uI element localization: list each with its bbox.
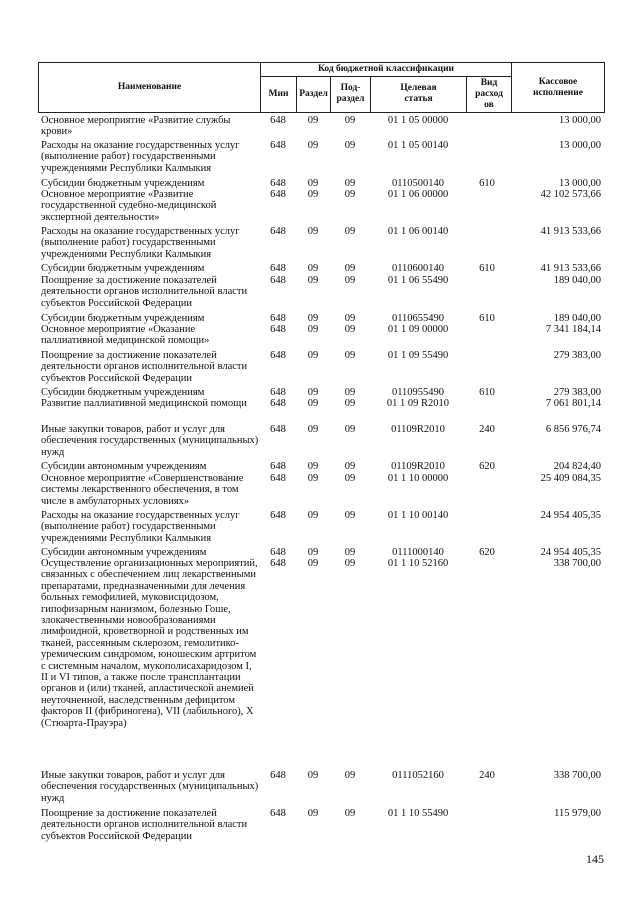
cell-min: 648 [270, 313, 286, 324]
cell-stat: 0111052160 [392, 770, 444, 781]
cell-podr: 09 [344, 473, 356, 484]
cell-sum: 189 040,00 [553, 313, 601, 324]
cell-min: 648 [270, 178, 286, 189]
cell-sum: 7 341 184,14 [545, 324, 601, 335]
cell-name: Расходы на оказание государственных услуг (выполнение работ) государственными учреждениями Республики Калмыкия [41, 510, 240, 544]
cell-razdel: 09 [307, 350, 319, 361]
header-min: Мин [260, 76, 296, 112]
cell-sum: 41 913 533,66 [540, 263, 601, 274]
cell-name: Основное мероприятие «Развитие государственной судебно-медицинской экспертной деятельности» [41, 189, 217, 223]
cell-stat: 01 1 10 00000 [387, 473, 449, 484]
cell-vid: 620 [479, 461, 495, 472]
cell-razdel: 09 [307, 808, 319, 819]
cell-min: 648 [270, 473, 286, 484]
cell-stat: 01 1 09 00000 [387, 324, 449, 335]
cell-razdel: 09 [307, 424, 319, 435]
header-name: Наименование [117, 82, 182, 92]
cell-podr: 09 [344, 547, 356, 558]
cell-podr: 09 [344, 424, 356, 435]
cell-name: Иные закупки товаров, работ и услуг для обеспечения государственных (муниципальных) нужд [41, 424, 259, 458]
cell-podr: 09 [344, 461, 356, 472]
cell-razdel: 09 [307, 313, 319, 324]
cell-podr: 09 [344, 350, 356, 361]
cell-podr: 09 [344, 398, 356, 409]
cell-sum: 6 856 976,74 [545, 424, 601, 435]
cell-podr: 09 [344, 324, 356, 335]
cell-name: Поощрение за достижение показателей деятельности органов исполнительной власти субъектов Российской Федерации [41, 350, 248, 384]
cell-name: Субсидии бюджетным учреждениям [41, 263, 205, 274]
table-header [38, 62, 605, 113]
cell-min: 648 [270, 461, 286, 472]
cell-min: 648 [270, 558, 286, 569]
cell-name: Поощрение за достижение показателей деятельности органов исполнительной власти субъектов Российской Федерации [41, 808, 248, 842]
cell-podr: 09 [344, 226, 356, 237]
cell-min: 648 [270, 275, 286, 286]
header-podrazdel: Под-раздел [330, 76, 370, 112]
cell-stat: 01 1 05 00000 [387, 115, 449, 126]
cell-stat: 0110500140 [391, 178, 445, 189]
cell-vid: 240 [479, 424, 495, 435]
cell-sum: 41 913 533,66 [540, 226, 601, 237]
cell-name: Расходы на оказание государственных услуг (выполнение работ) государственными учреждениями Республики Калмыкия [41, 140, 240, 174]
cell-podr: 09 [344, 313, 356, 324]
cell-razdel: 09 [307, 226, 319, 237]
cell-name: Субсидии автономным учреждениям [41, 547, 207, 558]
header-stat: Целевая статья [370, 76, 466, 112]
cell-name: Развитие паллиативной медицинской помощи [41, 398, 247, 409]
cell-razdel: 09 [307, 558, 319, 569]
cell-sum: 24 954 405,35 [540, 547, 601, 558]
cell-stat: 01109R2010 [391, 424, 445, 435]
cell-razdel: 09 [307, 387, 319, 398]
page-number: 145 [586, 852, 604, 866]
cell-razdel: 09 [307, 510, 319, 521]
cell-stat: 01 1 06 00140 [387, 226, 449, 237]
cell-min: 648 [270, 115, 286, 126]
cell-min: 648 [270, 350, 286, 361]
cell-razdel: 09 [307, 461, 319, 472]
cell-stat: 01109R2010 [391, 461, 445, 472]
header-sum: Кассовое исполнение [511, 63, 604, 112]
cell-name: Основное мероприятие «Совершенствование системы лекарственного обеспечения, в том числе в амбулаторных условиях» [41, 473, 244, 507]
cell-sum: 13 000,00 [559, 115, 601, 126]
cell-name: Основное мероприятие «Развитие службы крови» [41, 115, 231, 138]
cell-name: Иные закупки товаров, работ и услуг для обеспечения государственных (муниципальных) нужд [41, 770, 259, 804]
cell-name: Поощрение за достижение показателей деятельности органов исполнительной власти субъектов Российской Федерации [41, 275, 248, 309]
cell-min: 648 [270, 398, 286, 409]
cell-sum: 24 954 405,35 [540, 510, 601, 521]
cell-razdel: 09 [307, 275, 319, 286]
cell-name: Основное мероприятие «Оказание паллиативной медицинской помощи» [41, 324, 210, 347]
cell-razdel: 09 [307, 140, 319, 151]
cell-vid: 610 [479, 263, 495, 274]
cell-sum: 279 383,00 [553, 387, 601, 398]
cell-stat: 01 1 09 55490 [387, 350, 449, 361]
cell-podr: 09 [344, 510, 356, 521]
cell-razdel: 09 [307, 115, 319, 126]
cell-vid: 610 [479, 178, 495, 189]
cell-razdel: 09 [307, 547, 319, 558]
cell-min: 648 [270, 510, 286, 521]
header-code-group: Код бюджетной классификации [260, 63, 511, 76]
cell-razdel: 09 [307, 324, 319, 335]
cell-podr: 09 [344, 275, 356, 286]
cell-min: 648 [270, 263, 286, 274]
cell-stat: 0110600140 [391, 263, 445, 274]
cell-vid: 610 [479, 313, 495, 324]
header-razdel: Раздел [296, 76, 330, 112]
cell-sum: 204 824,40 [553, 461, 601, 472]
cell-vid: 620 [479, 547, 495, 558]
cell-sum: 13 000,00 [559, 140, 601, 151]
cell-min: 648 [270, 547, 286, 558]
cell-stat: 01 1 10 52160 [387, 558, 449, 569]
cell-sum: 25 409 084,35 [540, 473, 601, 484]
cell-stat: 01 1 06 00000 [387, 189, 449, 200]
cell-stat: 01 1 05 00140 [387, 140, 449, 151]
cell-vid: 240 [479, 770, 495, 781]
cell-vid: 610 [479, 387, 495, 398]
cell-min: 648 [270, 324, 286, 335]
cell-podr: 09 [344, 263, 356, 274]
cell-stat: 01 1 09 R2010 [386, 398, 450, 409]
cell-podr: 09 [344, 178, 356, 189]
cell-razdel: 09 [307, 189, 319, 200]
cell-min: 648 [270, 808, 286, 819]
cell-razdel: 09 [307, 770, 319, 781]
cell-razdel: 09 [307, 473, 319, 484]
cell-podr: 09 [344, 115, 356, 126]
cell-min: 648 [270, 387, 286, 398]
cell-name: Осуществление организационных мероприятий, связанных с обеспечением лиц лекарственными препаратами, предназначенными для лечения больных гемофилией, муковисцидозом, гипофизарным нанизмом, болезнью Гоше, злокачественными новообразованиями лимфоидной, кроветворной и родственных им тканей, рассеянным склерозом, гемолитико-уремическим синдромом, юношеским артритом с системным началом, мукополисахаридозом I, II и VI типов, а также после трансплантации органов и (или) тканей, апластической анемией неуточненной, наследственным дефицитом факторов II (фибриногена), VII (лабильного), X (Стюарта-Прауэра) [41, 558, 258, 729]
cell-min: 648 [270, 226, 286, 237]
header-vid: Вид расход ов [466, 76, 511, 112]
cell-sum: 42 102 573,66 [540, 189, 601, 200]
cell-min: 648 [270, 189, 286, 200]
cell-podr: 09 [344, 808, 356, 819]
cell-sum: 115 979,00 [554, 808, 601, 819]
cell-podr: 09 [344, 770, 356, 781]
cell-name: Субсидии бюджетным учреждениям [41, 387, 205, 398]
cell-name: Субсидии автономным учреждениям [41, 461, 207, 472]
cell-podr: 09 [344, 558, 356, 569]
cell-sum: 279 383,00 [553, 350, 601, 361]
cell-stat: 01 1 10 00140 [387, 510, 449, 521]
cell-stat: 01 1 06 55490 [387, 275, 449, 286]
cell-razdel: 09 [307, 178, 319, 189]
cell-sum: 7 061 801,14 [545, 398, 601, 409]
cell-stat: 0110655490 [391, 313, 445, 324]
cell-sum: 338 700,00 [553, 558, 601, 569]
cell-min: 648 [270, 424, 286, 435]
cell-podr: 09 [344, 140, 356, 151]
cell-podr: 09 [344, 189, 356, 200]
cell-razdel: 09 [307, 263, 319, 274]
cell-min: 648 [270, 770, 286, 781]
cell-min: 648 [270, 140, 286, 151]
cell-stat: 0110955490 [391, 387, 445, 398]
cell-name: Субсидии бюджетным учреждениям [41, 313, 205, 324]
cell-sum: 338 700,00 [553, 770, 601, 781]
cell-stat: 0111000140 [392, 547, 444, 558]
cell-name: Субсидии бюджетным учреждениям [41, 178, 205, 189]
cell-sum: 189 040,00 [553, 275, 601, 286]
cell-podr: 09 [344, 387, 356, 398]
cell-name: Расходы на оказание государственных услуг (выполнение работ) государственными учреждениями Республики Калмыкия [41, 226, 240, 260]
cell-stat: 01 1 10 55490 [387, 808, 449, 819]
cell-sum: 13 000,00 [559, 178, 601, 189]
cell-razdel: 09 [307, 398, 319, 409]
